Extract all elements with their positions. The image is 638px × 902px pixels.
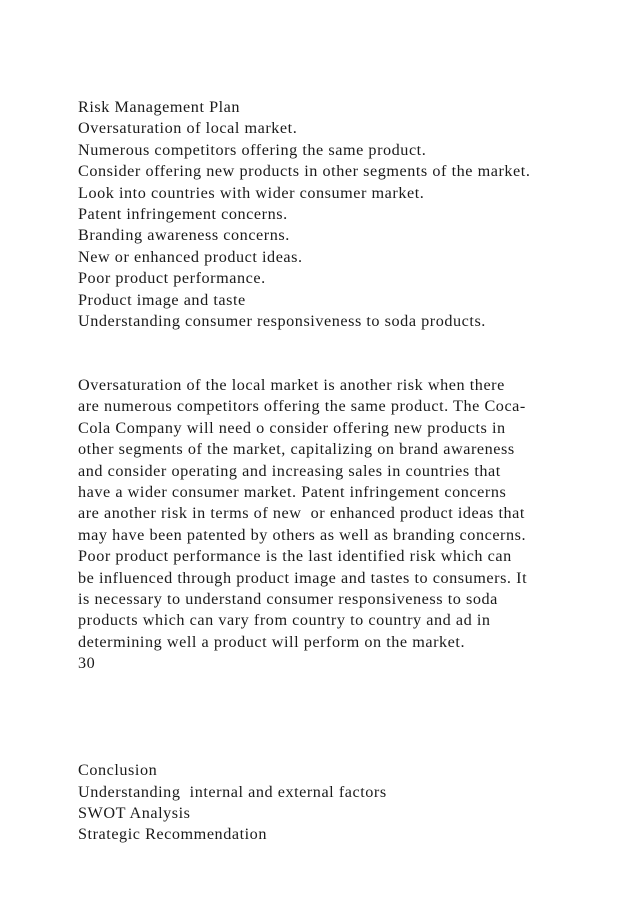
- list-item: Look into countries with wider consumer market.: [78, 183, 425, 202]
- paragraph-line: other segments of the market, capitalizing on brand awareness: [78, 440, 515, 459]
- paragraph-line: Oversaturation of the local market is another risk when there: [78, 376, 505, 395]
- paragraph-line: determining well a product will perform on the market.: [78, 632, 466, 651]
- list-item: Oversaturation of local market.: [78, 119, 298, 138]
- spacer: [78, 675, 598, 761]
- list-item: Numerous competitors offering the same product.: [78, 140, 427, 159]
- risk-paragraph: [78, 375, 598, 674]
- list-item: Branding awareness concerns.: [78, 226, 290, 245]
- list-item: Understanding consumer responsiveness to soda products.: [78, 311, 486, 330]
- paragraph-line: products which can vary from country to country and ad in: [78, 611, 491, 630]
- list-item: Understanding internal and external factors: [78, 782, 387, 801]
- paragraph-line: Cola Company will need o consider offering new products in: [78, 418, 506, 437]
- conclusion-list: [78, 760, 598, 846]
- list-item: Poor product performance.: [78, 269, 266, 288]
- list-item: Strategic Recommendation: [78, 825, 267, 844]
- spacer: [78, 332, 598, 353]
- paragraph-line: have a wider consumer market. Patent infringement concerns: [78, 483, 507, 502]
- paragraph-line: be influenced through product image and tastes to consumers. It: [78, 568, 528, 587]
- document-page: [78, 97, 598, 846]
- list-item: Product image and taste: [78, 290, 246, 309]
- paragraph-line: are numerous competitors offering the same product. The Coca-: [78, 397, 526, 416]
- paragraph-line: are another risk in terms of new or enhanced product ideas that: [78, 504, 525, 523]
- paragraph-line: may have been patented by others as well as branding concerns.: [78, 525, 527, 544]
- list-item: New or enhanced product ideas.: [78, 247, 303, 266]
- paragraph-line: Poor product performance is the last identified risk which can: [78, 547, 512, 566]
- risk-management-list: [78, 97, 598, 332]
- spacer: [78, 354, 598, 375]
- list-item: SWOT Analysis: [78, 803, 191, 822]
- section-heading: Risk Management Plan: [78, 98, 241, 116]
- paragraph-line: is necessary to understand consumer responsiveness to soda: [78, 589, 498, 608]
- list-item: Patent infringement concerns.: [78, 204, 288, 223]
- page-number: 30: [78, 654, 96, 673]
- paragraph-line: and consider operating and increasing sales in countries that: [78, 461, 501, 480]
- section-heading: Conclusion: [78, 761, 158, 780]
- list-item: Consider offering new products in other segments of the market.: [78, 162, 531, 181]
